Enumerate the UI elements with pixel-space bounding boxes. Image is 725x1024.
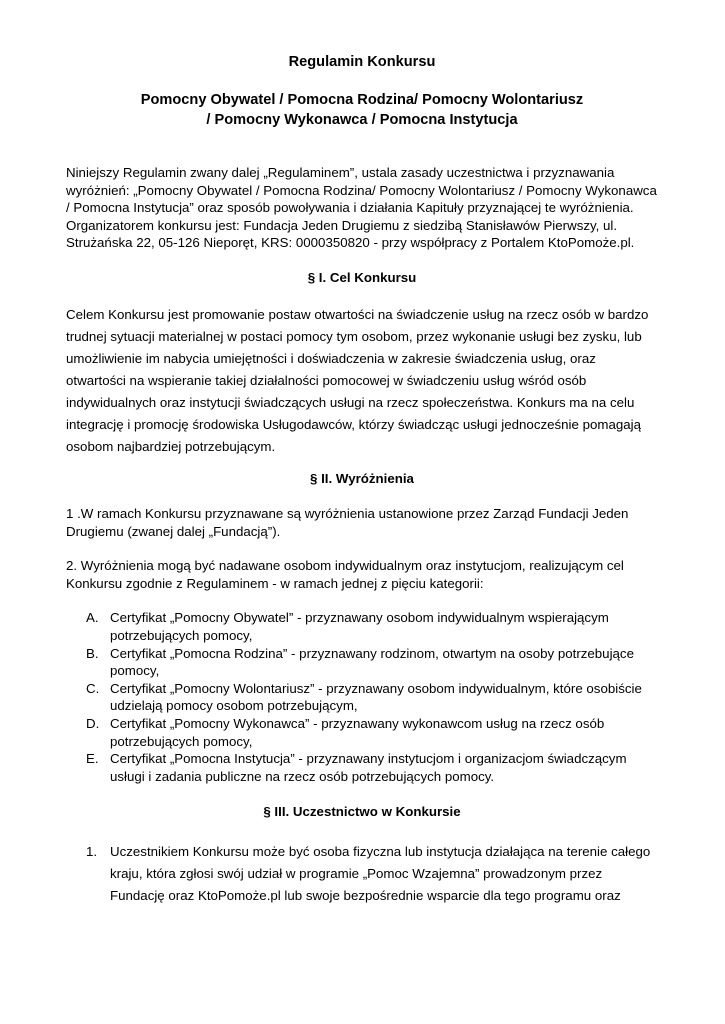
categories-list <box>66 609 658 785</box>
section-3-heading: § III. Uczestnictwo w Konkursie <box>263 804 461 820</box>
category-item-c <box>66 680 658 715</box>
section-2-paragraph-2: 2. Wyróżnienia mogą być nadawane osobom indywidualnym oraz instytucjom, realizującym cel Konkursu zgodnie z Regulaminem - w ramach jednej z pięciu kategorii: <box>66 558 624 591</box>
subtitle-line-2: / Pomocny Wykonawca / Pomocna Instytucja <box>206 112 518 128</box>
category-text: Certyfikat „Pomocny Obywatel” - przyznawany osobom indywidualnym wspierającym potrzebujących pomocy, <box>110 610 609 643</box>
category-item-a <box>66 609 658 644</box>
category-item-d <box>66 715 658 750</box>
category-text: Certyfikat „Pomocny Wolontariusz” - przyznawany osobom indywidualnym, które osobiście udzielają pomocy osobom potrzebującym, <box>110 680 642 714</box>
participation-list <box>66 841 658 907</box>
intro-paragraph: Niniejszy Regulamin zwany dalej „Regulaminem”, ustala zasady uczestnictwa i przyznawania wyróżnień: „Pomocny Obywatel / Pomocna Rodzina/ Pomocny Wolontariusz / Pomocny Wykonawca / Pomocna Instytucja” oraz sposób powoływania i działania Kapituły przyznającej te wyróżnienia. Organizatorem konkursu jest: Fundacja Jeden Drugiemu z siedzibą Stanisławów Pierwszy, ul. Strużańska 22, 05-126 Nieporęt, KRS: 0000350820 - przy współpracy z Portalem KtoPomoże.pl. <box>66 165 657 251</box>
subtitle-line-1: Pomocny Obywatel / Pomocna Rodzina/ Pomocny Wolontariusz <box>140 92 584 108</box>
list-marker: E. <box>86 751 99 767</box>
document-page <box>66 52 658 907</box>
list-marker: D. <box>86 715 100 731</box>
category-text: Certyfikat „Pomocny Wykonawca” - przyznawany wykonawcom usług na rzecz osób potrzebujących pomocy, <box>110 715 605 749</box>
document-subtitle <box>66 90 658 130</box>
list-marker: C. <box>86 680 100 696</box>
section-2-paragraph-1: 1 .W ramach Konkursu przyznawane są wyróżnienia ustanowione przez Zarząd Fundacji Jeden Drugiemu (zwanej dalej „Fundacją”). <box>66 505 629 539</box>
section-1-heading: § I. Cel Konkursu <box>307 269 417 285</box>
category-text: Certyfikat „Pomocna Instytucja” - przyznawany instytucjom i organizacjom świadczącym usługi i zadania publiczne na rzecz osób potrzebujących pomocy. <box>110 751 627 784</box>
section-2-heading: § II. Wyróżnienia <box>310 470 414 486</box>
category-text: Certyfikat „Pomocna Rodzina” - przyznawany rodzinom, otwartym na osoby potrzebujące pomocy, <box>110 645 634 679</box>
document-title: Regulamin Konkursu <box>288 54 436 70</box>
participation-item-1 <box>66 841 658 907</box>
list-marker: B. <box>86 645 99 661</box>
list-marker: 1. <box>86 844 98 860</box>
category-item-b <box>66 645 658 680</box>
list-marker: A. <box>86 610 99 626</box>
category-item-e <box>66 750 658 785</box>
participation-text: Uczestnikiem Konkursu może być osoba fizyczna lub instytucja działająca na terenie całego kraju, która zgłosi swój udział w programie „Pomoc Wzajemna” prowadzonym przez Fundację oraz KtoPomoże.pl lub swoje bezpośrednie wsparcie dla tego programu oraz <box>110 844 651 904</box>
section-1-body: Celem Konkursu jest promowanie postaw otwartości na świadczenie usług na rzecz osób w bardzo trudnej sytuacji materialnej w postaci pomocy tym osobom, przez wykonanie usługi bez zysku, lub umożliwienie im nabycia umiejętności i doświadczenia w zakresie świadczenia usług, oraz otwartości na wspieranie takiej działalności pomocowej w świadczeniu usług wśród osób indywidualnych oraz instytucji świadczących usługi na rzecz społeczeństwa. Konkurs ma na celu integrację i promocję środowiska Usługodawców, którzy świadcząc usługi jednocześnie pomagają osobom najbardziej potrzebującym. <box>66 306 649 454</box>
